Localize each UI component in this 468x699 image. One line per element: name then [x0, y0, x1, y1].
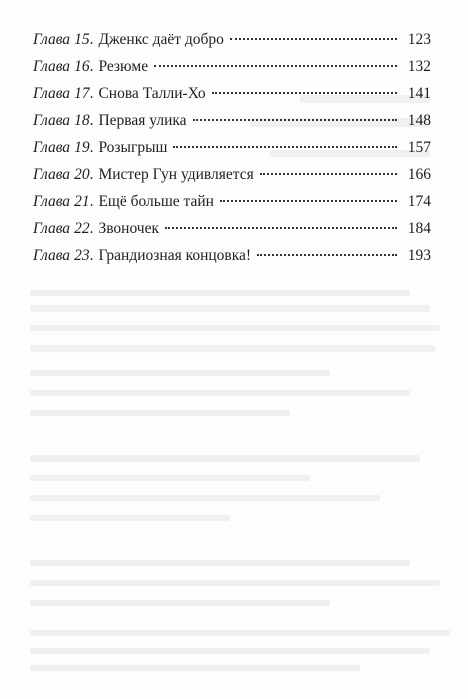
chapter-number: 16	[74, 58, 90, 75]
page-number: 166	[407, 166, 431, 183]
chapter-title: Дженкс даёт добро	[98, 31, 224, 48]
toc-entry[interactable]	[33, 26, 431, 53]
chapter-dot: .	[89, 193, 94, 210]
toc-entry[interactable]	[33, 80, 431, 107]
dot-leader	[230, 38, 397, 40]
chapter-number: 21	[74, 193, 90, 210]
chapter-prefix: Глава	[33, 85, 71, 102]
chapter-number: 22	[74, 220, 90, 237]
dot-leader	[165, 227, 397, 229]
chapter-prefix: Глава	[33, 112, 71, 129]
page-number: 157	[407, 139, 431, 156]
chapter-title: Розыгрыш	[98, 139, 168, 156]
page-number: 174	[407, 193, 431, 210]
chapter-title: Первая улика	[98, 112, 187, 129]
chapter-title: Ещё больше тайн	[98, 193, 214, 210]
dot-leader	[212, 92, 397, 94]
chapter-dot: .	[89, 166, 94, 183]
page-number: 123	[407, 31, 431, 48]
chapter-dot: .	[89, 139, 94, 156]
chapter-number: 23	[74, 247, 90, 264]
chapter-dot: .	[89, 247, 94, 264]
chapter-title: Резюме	[98, 58, 149, 75]
chapter-dot: .	[89, 31, 94, 48]
dot-leader	[154, 65, 397, 67]
dot-leader	[257, 254, 397, 256]
chapter-prefix: Глава	[33, 166, 71, 183]
chapter-dot: .	[89, 220, 94, 237]
chapter-number: 18	[74, 112, 90, 129]
chapter-dot: .	[89, 58, 94, 75]
toc-entry[interactable]	[33, 215, 431, 242]
page-number: 141	[407, 85, 431, 102]
chapter-prefix: Глава	[33, 139, 71, 156]
chapter-title: Снова Талли-Хо	[98, 85, 206, 102]
chapter-prefix: Глава	[33, 247, 71, 264]
chapter-prefix: Глава	[33, 58, 71, 75]
chapter-number: 19	[74, 139, 90, 156]
toc-entry[interactable]	[33, 161, 431, 188]
chapter-number: 15	[74, 31, 90, 48]
chapter-title: Звоночек	[98, 220, 160, 237]
dot-leader	[260, 173, 397, 175]
chapter-dot: .	[89, 85, 94, 102]
dot-leader	[193, 119, 397, 121]
chapter-prefix: Глава	[33, 220, 71, 237]
table-of-contents	[33, 26, 431, 269]
chapter-title: Грандиозная концовка!	[98, 247, 252, 264]
dot-leader	[220, 200, 397, 202]
toc-entry[interactable]	[33, 53, 431, 80]
chapter-prefix: Глава	[33, 193, 71, 210]
chapter-dot: .	[89, 112, 94, 129]
page-number: 193	[407, 247, 431, 264]
page-number: 148	[407, 112, 431, 129]
chapter-number: 17	[74, 85, 90, 102]
chapter-title: Мистер Гун удивляется	[98, 166, 254, 183]
toc-entry[interactable]	[33, 107, 431, 134]
toc-entry[interactable]	[33, 188, 431, 215]
chapter-number: 20	[74, 166, 90, 183]
toc-entry[interactable]	[33, 242, 431, 269]
page-number: 184	[407, 220, 431, 237]
dot-leader	[173, 146, 397, 148]
chapter-prefix: Глава	[33, 31, 71, 48]
toc-entry[interactable]	[33, 134, 431, 161]
page-number: 132	[407, 58, 431, 75]
